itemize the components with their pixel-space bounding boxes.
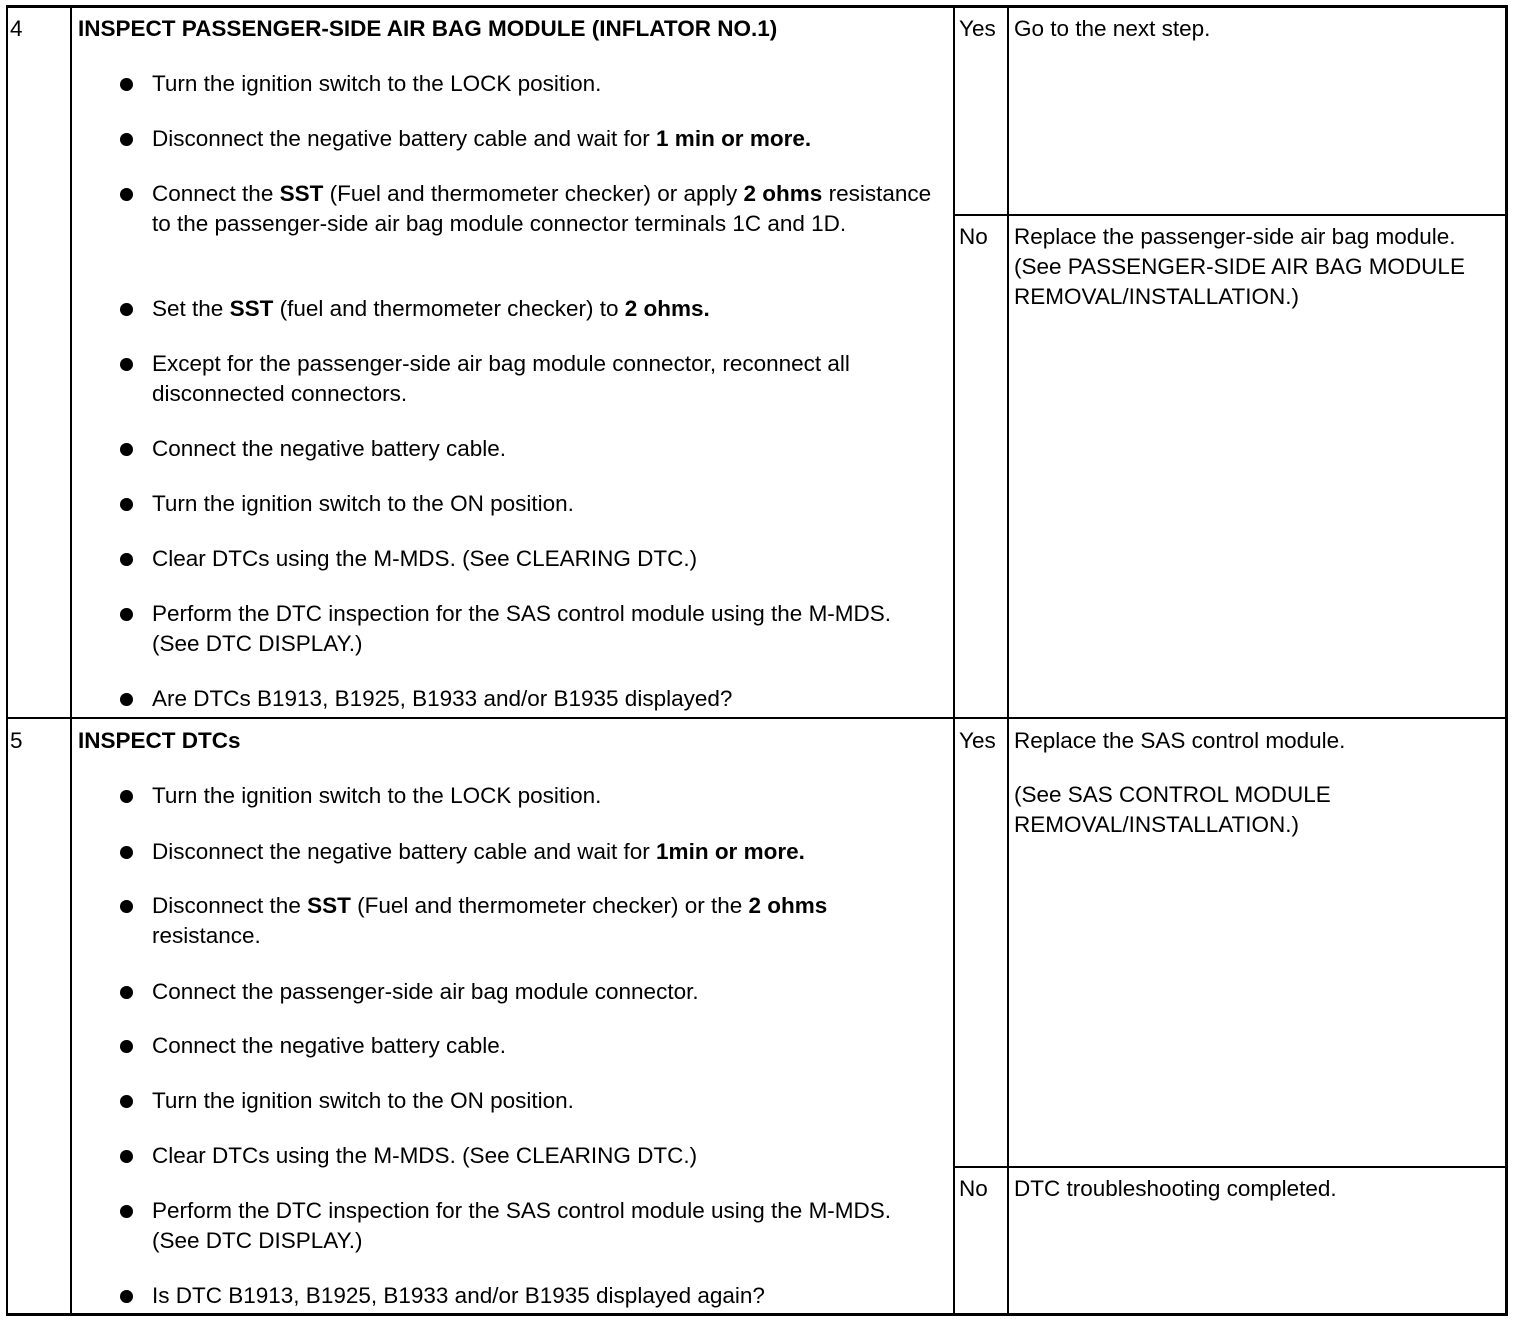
table-border-top bbox=[6, 5, 1508, 8]
table-border-left bbox=[6, 5, 8, 1316]
bullet-icon bbox=[120, 188, 133, 201]
bullet-icon bbox=[120, 986, 133, 999]
yes-result bbox=[1014, 726, 1508, 840]
instruction-item bbox=[152, 434, 942, 464]
instruction-text: resistance. bbox=[152, 923, 261, 948]
step-title: INSPECT DTCs bbox=[78, 728, 241, 753]
answer-divider bbox=[953, 1166, 1508, 1168]
yes-label: Yes bbox=[959, 728, 996, 753]
instruction-item bbox=[152, 684, 942, 714]
instruction-item bbox=[152, 544, 942, 574]
result-text: (See SAS CONTROL MODULE REMOVAL/INSTALLATION.) bbox=[1014, 782, 1331, 837]
step-title: INSPECT PASSENGER-SIDE AIR BAG MODULE (INFLATOR NO.1) bbox=[78, 16, 778, 41]
bullet-icon bbox=[120, 78, 133, 91]
instruction-text: 1 min or more. bbox=[656, 126, 812, 151]
instruction-item bbox=[152, 1196, 942, 1256]
instruction-item bbox=[152, 977, 942, 1007]
instruction-text: Connect the negative battery cable. bbox=[152, 436, 506, 461]
no-label: No bbox=[959, 1176, 988, 1201]
instruction-item bbox=[152, 294, 942, 324]
bullet-icon bbox=[120, 133, 133, 146]
instruction-text: 2 ohms bbox=[748, 893, 828, 918]
instruction-text: 2 ohms bbox=[743, 181, 823, 206]
instruction-text: 2 ohms. bbox=[624, 296, 710, 321]
instruction-item bbox=[152, 69, 942, 99]
instruction-text: Disconnect the bbox=[152, 893, 308, 918]
instruction-text: Turn the ignition switch to the LOCK position. bbox=[152, 783, 602, 808]
bullet-icon bbox=[120, 553, 133, 566]
yes-label: Yes bbox=[959, 16, 996, 41]
instruction-text: Turn the ignition switch to the ON position. bbox=[152, 1088, 574, 1113]
column-divider bbox=[70, 5, 72, 1316]
instruction-text: SST bbox=[279, 181, 324, 206]
instruction-text: Clear DTCs using the M-MDS. (See CLEARING DTC.) bbox=[152, 1143, 698, 1168]
instruction-text: Turn the ignition switch to the ON position. bbox=[152, 491, 574, 516]
instruction-text: Connect the passenger-side air bag module connector. bbox=[152, 979, 699, 1004]
instruction-item bbox=[152, 1141, 942, 1171]
instruction-text: 1min or more. bbox=[656, 839, 805, 864]
no-result bbox=[1014, 1174, 1508, 1204]
instruction-text: Perform the DTC inspection for the SAS control module using the M-MDS. (See DTC DISPLAY.) bbox=[152, 1198, 892, 1253]
instruction-item bbox=[152, 349, 942, 409]
instruction-item bbox=[152, 891, 942, 951]
bullet-icon bbox=[120, 498, 133, 511]
bullet-icon bbox=[120, 1150, 133, 1163]
bullet-icon bbox=[120, 608, 133, 621]
instruction-text: Is DTC B1913, B1925, B1933 and/or B1935 displayed again? bbox=[152, 1283, 765, 1308]
instruction-text: Clear DTCs using the M-MDS. (See CLEARING DTC.) bbox=[152, 546, 698, 571]
answer-divider bbox=[953, 214, 1508, 216]
yes-result bbox=[1014, 14, 1508, 44]
bullet-icon bbox=[120, 443, 133, 456]
bullet-icon bbox=[120, 303, 133, 316]
no-label: No bbox=[959, 224, 988, 249]
column-divider bbox=[953, 5, 955, 1316]
table-border-bottom bbox=[6, 1313, 1508, 1316]
instruction-item bbox=[152, 1281, 942, 1311]
step-number: 4 bbox=[10, 16, 23, 41]
bullet-icon bbox=[120, 1095, 133, 1108]
instruction-item bbox=[152, 1031, 942, 1061]
instruction-text: Set the bbox=[152, 296, 230, 321]
instruction-text: SST bbox=[307, 893, 351, 918]
bullet-icon bbox=[120, 790, 133, 803]
row-divider bbox=[6, 717, 1508, 719]
instruction-item bbox=[152, 489, 942, 519]
bullet-icon bbox=[120, 900, 133, 913]
result-text: Go to the next step. bbox=[1014, 16, 1211, 41]
bullet-icon bbox=[120, 358, 133, 371]
instruction-text: Perform the DTC inspection for the SAS control module using the M-MDS. (See DTC DISPLAY.) bbox=[152, 601, 892, 656]
column-divider bbox=[1007, 5, 1009, 1316]
result-text: DTC troubleshooting completed. bbox=[1014, 1176, 1337, 1201]
instruction-item bbox=[152, 781, 942, 811]
step-number: 5 bbox=[10, 728, 23, 753]
bullet-icon bbox=[120, 1040, 133, 1053]
instruction-text: Turn the ignition switch to the LOCK position. bbox=[152, 71, 602, 96]
instruction-text: (Fuel and thermometer checker) or the bbox=[350, 893, 749, 918]
result-text: Replace the passenger-side air bag module. (See PASSENGER-SIDE AIR BAG MODULE REMOVAL/INSTALLATION.) bbox=[1014, 224, 1465, 309]
instruction-text: (fuel and thermometer checker) to bbox=[273, 296, 625, 321]
instruction-item bbox=[152, 179, 942, 239]
instruction-text: (Fuel and thermometer checker) or apply bbox=[323, 181, 744, 206]
instruction-text: Connect the bbox=[152, 181, 280, 206]
instruction-text: Connect the negative battery cable. bbox=[152, 1033, 506, 1058]
instruction-text: Except for the passenger-side air bag module connector, reconnect all disconnected connectors. bbox=[152, 351, 850, 406]
instruction-item bbox=[152, 599, 942, 659]
bullet-icon bbox=[120, 1205, 133, 1218]
bullet-icon bbox=[120, 1290, 133, 1303]
no-result bbox=[1014, 222, 1508, 312]
instruction-text: resistance to the passenger-side air bag module connector terminals 1C and 1D. bbox=[152, 181, 932, 236]
table-border-right bbox=[1505, 5, 1508, 1316]
bullet-icon bbox=[120, 846, 133, 859]
instruction-text: Are DTCs B1913, B1925, B1933 and/or B1935 displayed? bbox=[152, 686, 733, 711]
bullet-icon bbox=[120, 693, 133, 706]
instruction-item bbox=[152, 837, 942, 867]
instruction-text: Disconnect the negative battery cable and wait for bbox=[152, 126, 657, 151]
result-text: Replace the SAS control module. bbox=[1014, 728, 1346, 753]
instruction-text: SST bbox=[229, 296, 274, 321]
instruction-item bbox=[152, 1086, 942, 1116]
instruction-text: Disconnect the negative battery cable and wait for bbox=[152, 839, 657, 864]
instruction-item bbox=[152, 124, 942, 154]
